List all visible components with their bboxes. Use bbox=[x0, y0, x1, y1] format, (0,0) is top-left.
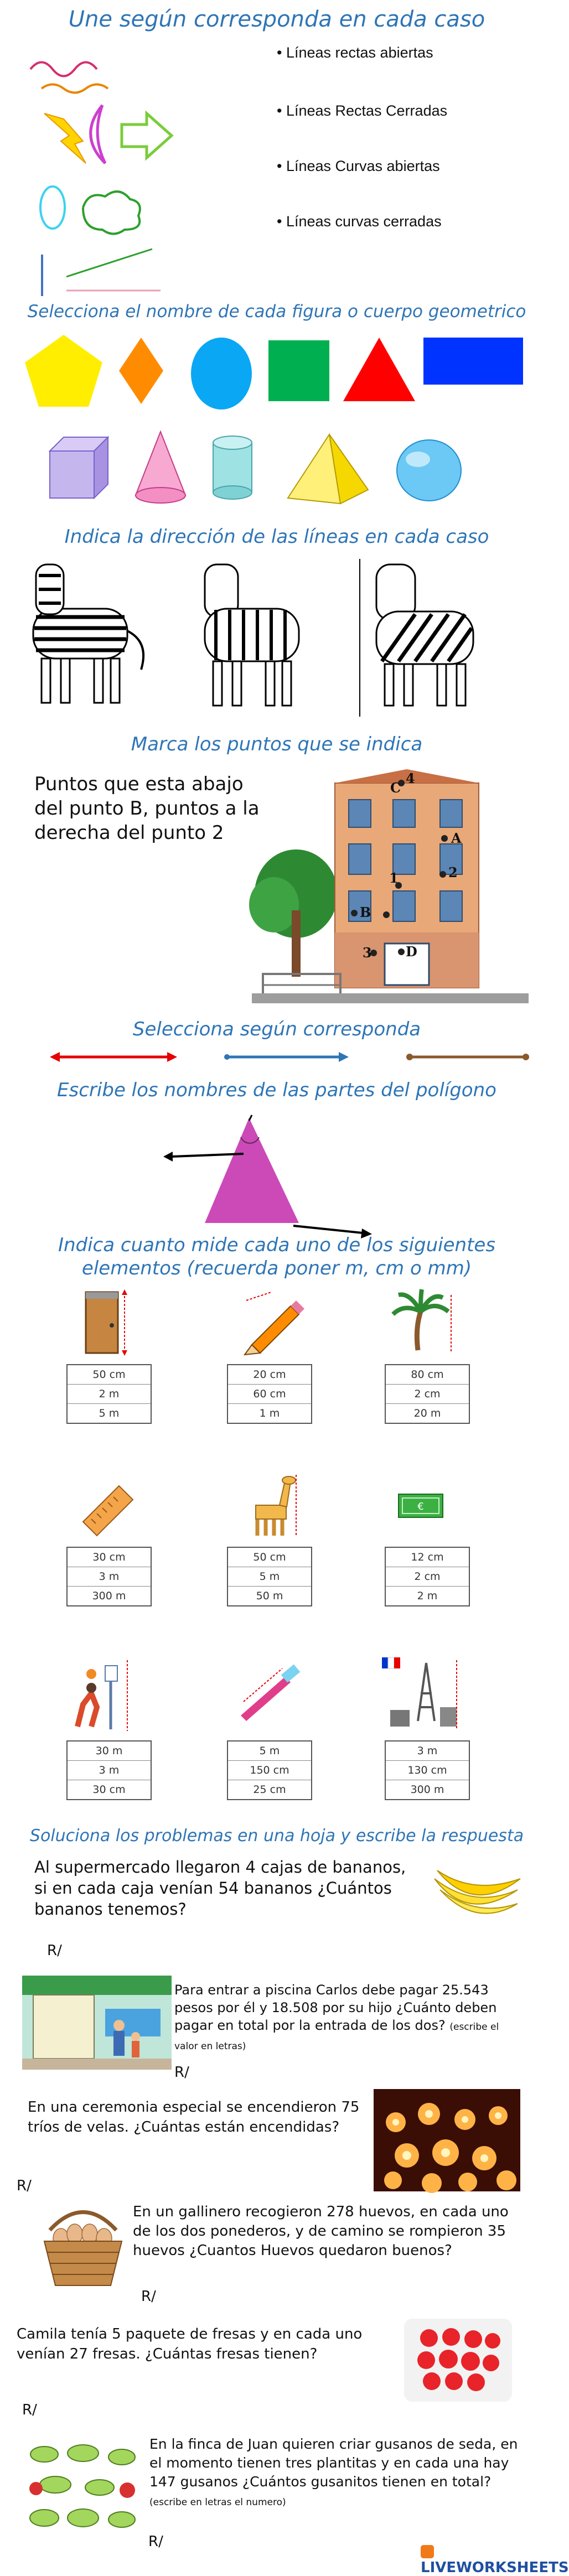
line-segment-red[interactable] bbox=[50, 1052, 177, 1062]
section-title-select: Selecciona según corresponda bbox=[132, 1018, 421, 1040]
section-title-problems: Soluciona los problemas en una hoja y escribe la respuesta bbox=[29, 1826, 524, 1846]
egg-basket-image bbox=[39, 2200, 127, 2291]
pentagon-shape[interactable] bbox=[25, 335, 102, 407]
measure-option[interactable]: 1 m bbox=[259, 1407, 280, 1419]
problem-3-text: En una ceremonia especial se encendieron 75 tríos de velas. ¿Cuántas están encendidas? bbox=[28, 2099, 360, 2136]
problem-2-text bbox=[174, 1981, 518, 2055]
eiffel-tower-icon bbox=[379, 1655, 462, 1732]
section-title-measure-1: Indica cuanto mide cada uno de los siguientes bbox=[58, 1234, 496, 1256]
measure-option[interactable]: 2 cm bbox=[386, 1567, 469, 1587]
problem-2-body: Para entrar a piscina Carlos debe pagar 25.543 pesos por él y 18.508 por su hijo ¿Cuánto deben pagar en total por la entrada de los dos? bbox=[174, 1982, 497, 2033]
measure-option[interactable]: 30 cm bbox=[92, 1784, 126, 1796]
option-curvas-abiertas[interactable]: • Líneas Curvas abiertas bbox=[277, 158, 440, 174]
footer-brand: LIVEWORKSHEETS bbox=[421, 2559, 569, 2576]
measure-option[interactable]: 2 cm bbox=[386, 1385, 469, 1404]
polygon-illustration bbox=[161, 1112, 376, 1240]
silkworms-image bbox=[22, 2438, 144, 2534]
measure-option[interactable]: 150 cm bbox=[228, 1761, 311, 1780]
label-2: 2 bbox=[448, 864, 458, 880]
lightning-shape bbox=[44, 113, 86, 163]
measure-option[interactable]: 3 m bbox=[68, 1567, 151, 1587]
problem-6-body: En la finca de Juan quieren criar gusanos de seda, en el momento tienen tres plantitas y en cada una hay 147 gusanos ¿Cuántos gusanitos tienen en total? bbox=[149, 2436, 518, 2490]
measure-options-pencil bbox=[227, 1364, 312, 1424]
solid-figures bbox=[33, 429, 520, 512]
measure-option[interactable]: 80 cm bbox=[386, 1365, 469, 1385]
measure-options-eiffel bbox=[385, 1740, 470, 1800]
flat-figures bbox=[17, 329, 542, 418]
measure-option[interactable]: 5 m bbox=[228, 1741, 311, 1761]
diagonal-line bbox=[66, 249, 152, 277]
liveworksheets-logo bbox=[421, 2543, 569, 2576]
banknote-icon bbox=[396, 1489, 446, 1522]
zebras-illustration bbox=[17, 559, 542, 725]
section-title-figures: Selecciona el nombre de cada figura o cuerpo geometrico bbox=[27, 302, 526, 322]
cone-shape[interactable] bbox=[136, 432, 185, 503]
measure-option[interactable]: 2 m bbox=[68, 1385, 151, 1404]
lines-illustration bbox=[22, 39, 188, 299]
arrow-shape bbox=[122, 113, 172, 158]
square-shape[interactable] bbox=[268, 340, 329, 401]
problem-4-text: En un gallinero recogieron 278 huevos, en cada uno de los dos ponederos, y de camino se rompieron 35 huevos ¿Cuantos Huevos quedaron buenos? bbox=[133, 2204, 509, 2259]
measure-option[interactable]: 50 cm bbox=[68, 1365, 151, 1385]
section-title-polygon: Escribe los nombres de las partes del polígono bbox=[57, 1079, 496, 1101]
label-3: 3 bbox=[363, 945, 372, 961]
problem-5-answer-label: R/ bbox=[22, 2402, 37, 2418]
problem-2-note: (escribe el valor en letras) bbox=[174, 2022, 499, 2052]
measure-option[interactable]: 50 cm bbox=[228, 1548, 311, 1567]
bananas-image bbox=[429, 1862, 523, 1923]
measure-options-ruler bbox=[66, 1547, 152, 1606]
cube-shape[interactable] bbox=[50, 437, 108, 498]
measure-option[interactable]: 3 m bbox=[386, 1741, 469, 1761]
measure-option[interactable]: 300 m bbox=[410, 1784, 444, 1796]
basketball-hoop-icon bbox=[66, 1660, 133, 1732]
arrow-to-angle[interactable] bbox=[249, 1115, 252, 1121]
triangle-shape[interactable] bbox=[343, 338, 415, 401]
measure-options-banknote bbox=[385, 1547, 470, 1606]
ellipse-figure[interactable] bbox=[191, 338, 252, 410]
measure-option[interactable]: 60 cm bbox=[228, 1385, 311, 1404]
measure-option[interactable]: 30 cm bbox=[68, 1548, 151, 1567]
pool-entrance-image bbox=[22, 1976, 172, 2070]
pencil-icon bbox=[238, 1289, 304, 1356]
measure-options-hoop bbox=[66, 1740, 152, 1800]
option-rectas-abiertas[interactable]: • Líneas rectas abiertas bbox=[277, 44, 433, 61]
sphere-shape[interactable] bbox=[397, 440, 461, 501]
problem-5-text: Camila tenía 5 paquete de fresas y en cada uno venían 27 fresas. ¿Cuántas fresas tienen? bbox=[17, 2326, 363, 2362]
curved-open-line-1 bbox=[30, 63, 97, 76]
problem-1-answer-label: R/ bbox=[47, 1942, 62, 1959]
strawberries-image bbox=[401, 2316, 515, 2404]
measure-option[interactable]: 20 cm bbox=[228, 1365, 311, 1385]
measure-options-palm bbox=[385, 1364, 470, 1424]
measure-option[interactable]: 30 m bbox=[68, 1741, 151, 1761]
measure-options-giraffe bbox=[227, 1547, 312, 1606]
option-rectas-cerradas[interactable]: • Líneas Rectas Cerradas bbox=[277, 102, 448, 119]
cylinder-shape[interactable] bbox=[213, 436, 252, 499]
measure-option[interactable]: 130 cm bbox=[386, 1761, 469, 1780]
problem-1-text: Al supermercado llegaron 4 cajas de bananos, si en cada caja venían 54 bananos ¿Cuántos bananos tenemos? bbox=[34, 1858, 406, 1919]
problem-4-answer-label: R/ bbox=[141, 2288, 156, 2305]
label-1: 1 bbox=[389, 870, 399, 886]
problem-6-text bbox=[149, 2435, 526, 2512]
line-segment-ray[interactable] bbox=[224, 1052, 349, 1062]
measure-option[interactable]: 2 m bbox=[417, 1590, 438, 1602]
crescent-shape bbox=[91, 105, 105, 163]
section-title-points: Marca los puntos que se indica bbox=[131, 733, 423, 755]
measure-option[interactable]: 20 m bbox=[413, 1407, 441, 1419]
ruler-icon bbox=[77, 1480, 138, 1536]
measure-option[interactable]: 25 cm bbox=[253, 1784, 286, 1796]
triangle-polygon bbox=[205, 1118, 299, 1223]
measure-options-door bbox=[66, 1364, 152, 1424]
door-icon bbox=[83, 1289, 130, 1356]
problem-6-answer-label: R/ bbox=[148, 2533, 163, 2550]
rhombus-shape[interactable] bbox=[119, 338, 163, 404]
problem-2-answer-label: R/ bbox=[174, 2064, 189, 2081]
points-instruction: Puntos que esta abajo del punto B, puntos a la derecha del punto 2 bbox=[34, 773, 260, 844]
problem-6-note: (escribe en letras el numero) bbox=[149, 2497, 286, 2508]
measure-option[interactable]: 5 m bbox=[228, 1567, 311, 1587]
giraffe-icon bbox=[244, 1475, 299, 1538]
problem-3-answer-label: R/ bbox=[17, 2178, 32, 2194]
curved-open-line-2 bbox=[42, 85, 108, 93]
measure-option[interactable]: 3 m bbox=[68, 1761, 151, 1780]
svg-text:€: € bbox=[417, 1501, 424, 1512]
section-title-directions: Indica la dirección de las líneas en cada caso bbox=[64, 526, 489, 548]
liveworksheets-logo-icon bbox=[421, 2545, 434, 2558]
cloud-shape bbox=[83, 191, 140, 234]
measure-option[interactable]: 12 cm bbox=[386, 1548, 469, 1567]
toothbrush-icon bbox=[235, 1666, 307, 1721]
label-b: B bbox=[360, 904, 371, 920]
label-c: C bbox=[390, 780, 401, 796]
palm-tree-icon bbox=[387, 1289, 454, 1356]
option-curvas-cerradas[interactable]: • Líneas curvas cerradas bbox=[277, 213, 442, 230]
measure-option[interactable]: 300 m bbox=[92, 1590, 126, 1602]
zebra-horizontal[interactable] bbox=[33, 564, 143, 703]
label-4: 4 bbox=[406, 770, 415, 786]
zebra-vertical[interactable] bbox=[205, 564, 299, 706]
building-illustration bbox=[252, 766, 534, 1015]
line-segment-closed[interactable] bbox=[406, 1054, 529, 1060]
section-title-measure-2: elementos (recuerda poner m, cm o mm) bbox=[81, 1257, 472, 1279]
candles-image bbox=[374, 2089, 520, 2191]
measure-option[interactable]: 5 m bbox=[99, 1407, 120, 1419]
rectangle-shape[interactable] bbox=[423, 338, 523, 385]
section-title-lines: Une según corresponda en cada caso bbox=[68, 7, 485, 32]
label-a: A bbox=[451, 830, 462, 846]
measure-option[interactable]: 50 m bbox=[256, 1590, 283, 1602]
label-d: D bbox=[406, 944, 417, 960]
pyramid-shape[interactable] bbox=[288, 434, 368, 504]
measure-options-toothbrush bbox=[227, 1740, 312, 1800]
ellipse-shape bbox=[40, 186, 65, 229]
zebra-diagonal[interactable] bbox=[360, 559, 473, 717]
segments-illustration bbox=[50, 1049, 531, 1065]
